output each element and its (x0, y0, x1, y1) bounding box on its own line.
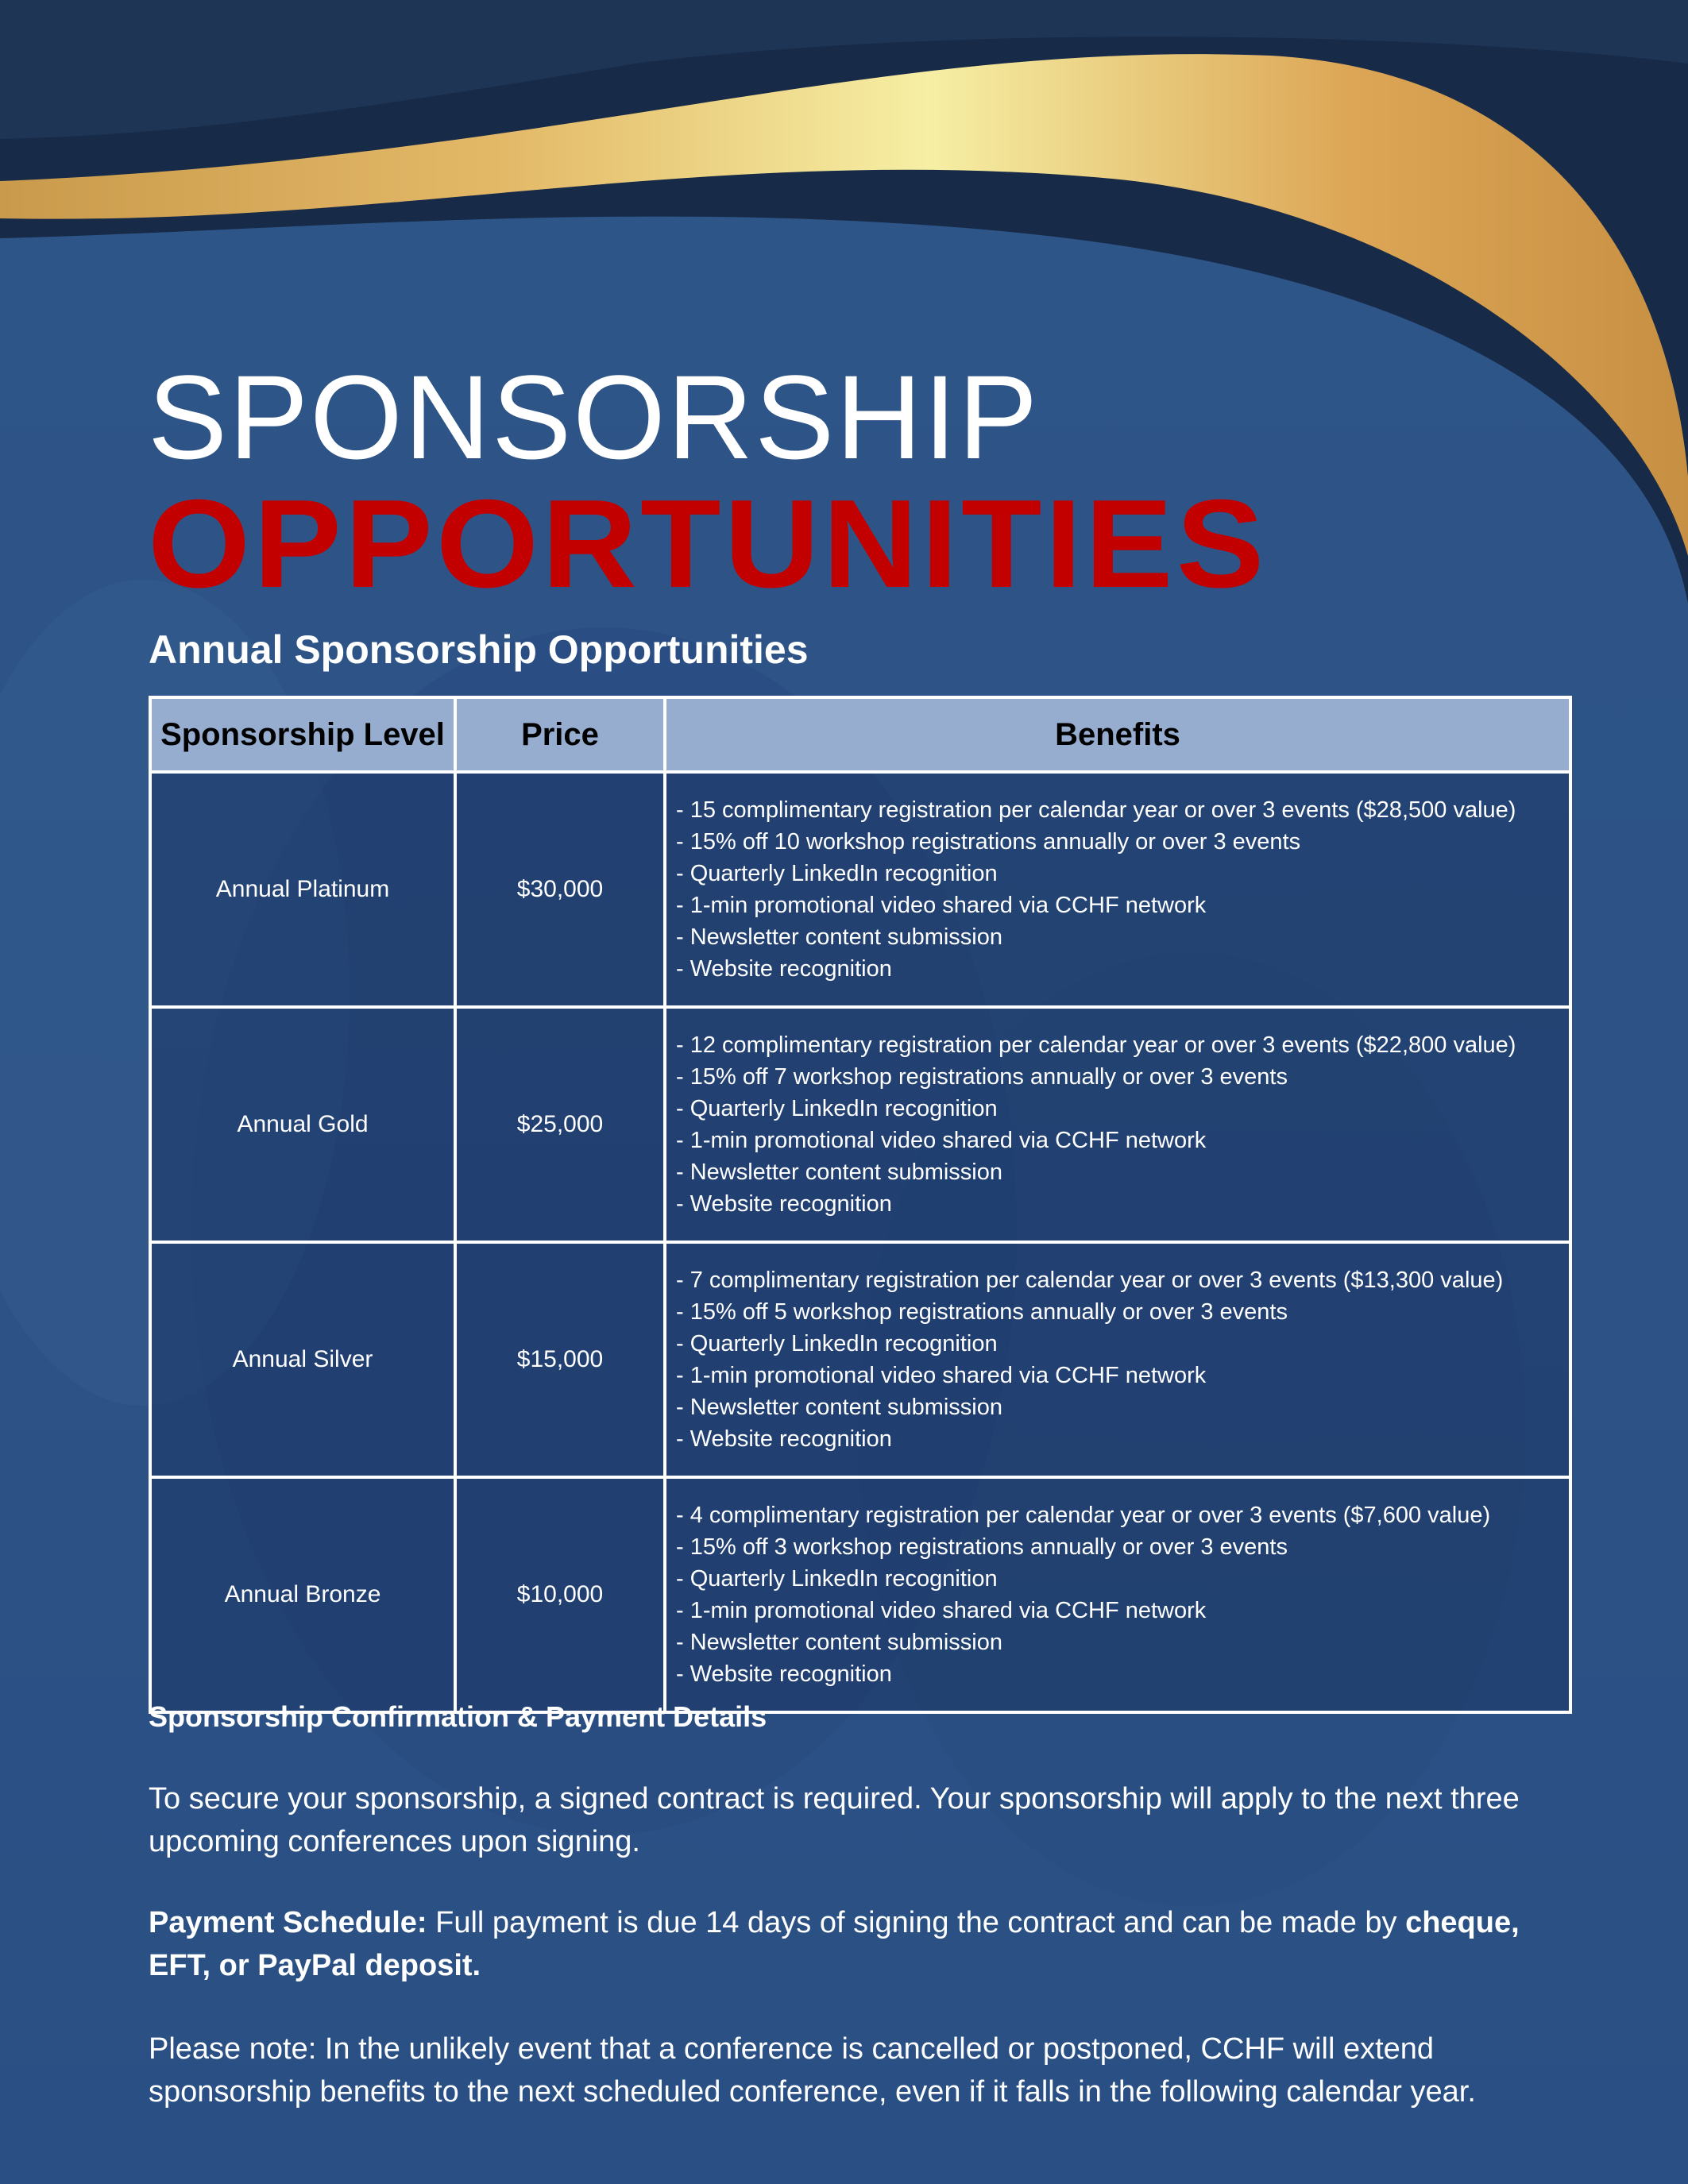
benefit-item: - Website recognition (676, 1426, 892, 1452)
benefit-item: - Quarterly LinkedIn recognition (676, 1566, 998, 1592)
benefit-item: - Website recognition (676, 1661, 892, 1687)
table-row-silver (150, 1242, 1570, 1477)
benefits-cell (665, 1007, 1570, 1242)
note-paragraph: Please note: In the unlikely event that a conference is cancelled or postponed, CCHF will extend sponsorship benefits to the next scheduled conference, even if it falls in the following calendar year. (149, 2032, 1476, 2109)
benefit-item: - Quarterly LinkedIn recognition (676, 861, 998, 886)
benefit-item: - 1-min promotional video shared via CCHF network (676, 1363, 1207, 1388)
benefit-item: - 1-min promotional video shared via CCHF network (676, 1598, 1207, 1623)
benefit-item: - 15% off 10 workshop registrations annually or over 3 events (676, 829, 1301, 855)
confirmation-heading: Sponsorship Confirmation & Payment Details (149, 1700, 767, 1733)
benefit-item: - Quarterly LinkedIn recognition (676, 1096, 998, 1121)
benefits-cell (665, 1477, 1570, 1712)
benefits-list (676, 1264, 1559, 1455)
payment-text: Full payment is due 14 days of signing the contract and can be made by (427, 1906, 1406, 1939)
level-cell: Annual Silver (150, 1242, 455, 1477)
price-cell: $30,000 (455, 772, 665, 1007)
benefit-item: - Website recognition (676, 956, 892, 982)
payment-label: Payment Schedule: (149, 1906, 427, 1939)
benefit-item: - 15 complimentary registration per calendar year or over 3 events ($28,500 value) (676, 797, 1516, 823)
table-row-gold (150, 1007, 1570, 1242)
benefit-item: - 12 complimentary registration per calendar year or over 3 events ($22,800 value) (676, 1032, 1516, 1058)
benefit-item: - 4 complimentary registration per calendar year or over 3 events ($7,600 value) (676, 1503, 1491, 1528)
level-cell: Annual Bronze (150, 1477, 455, 1712)
benefits-list (676, 794, 1559, 985)
benefit-item: - Newsletter content submission (676, 1630, 1002, 1655)
section-subtitle: Annual Sponsorship Opportunities (149, 627, 809, 672)
header-price: Price (455, 697, 665, 772)
table-header-row (150, 697, 1570, 772)
title-line-2: OPPORTUNITIES (148, 474, 1268, 614)
benefit-item: - 15% off 7 workshop registrations annually or over 3 events (676, 1064, 1288, 1090)
price-cell: $15,000 (455, 1242, 665, 1477)
title-line-1: SPONSORSHIP (148, 350, 1040, 484)
benefit-item: - Newsletter content submission (676, 1395, 1002, 1420)
benefit-item: - 7 complimentary registration per calendar year or over 3 events ($13,300 value) (676, 1268, 1504, 1293)
benefit-item: - Quarterly LinkedIn recognition (676, 1331, 998, 1356)
table-row-platinum (150, 772, 1570, 1007)
contract-paragraph: To secure your sponsorship, a signed contract is required. Your sponsorship will apply to the next three upcoming conferences upon signing. (149, 1782, 1520, 1858)
benefit-item: - Newsletter content submission (676, 1160, 1002, 1185)
benefits-cell (665, 772, 1570, 1007)
benefit-item: - Website recognition (676, 1191, 892, 1217)
level-cell: Annual Gold (150, 1007, 455, 1242)
level-cell: Annual Platinum (150, 772, 455, 1007)
benefits-list (676, 1499, 1559, 1690)
sponsorship-table (149, 696, 1572, 1714)
payment-methods: cheque, EFT, or PayPal deposit. (149, 1906, 1520, 1982)
benefits-list (676, 1029, 1559, 1220)
benefits-cell (665, 1242, 1570, 1477)
header-sponsorship-level: Sponsorship Level (150, 697, 455, 772)
benefit-item: - 1-min promotional video shared via CCHF network (676, 1128, 1207, 1153)
benefit-item: - 15% off 5 workshop registrations annually or over 3 events (676, 1299, 1288, 1325)
payment-paragraph (149, 1901, 1578, 1987)
benefit-item: - 15% off 3 workshop registrations annually or over 3 events (676, 1534, 1288, 1560)
benefit-item: - 1-min promotional video shared via CCHF network (676, 893, 1207, 918)
header-benefits: Benefits (665, 697, 1570, 772)
benefit-item: - Newsletter content submission (676, 924, 1002, 950)
price-cell: $25,000 (455, 1007, 665, 1242)
table-row-bronze (150, 1477, 1570, 1712)
price-cell: $10,000 (455, 1477, 665, 1712)
